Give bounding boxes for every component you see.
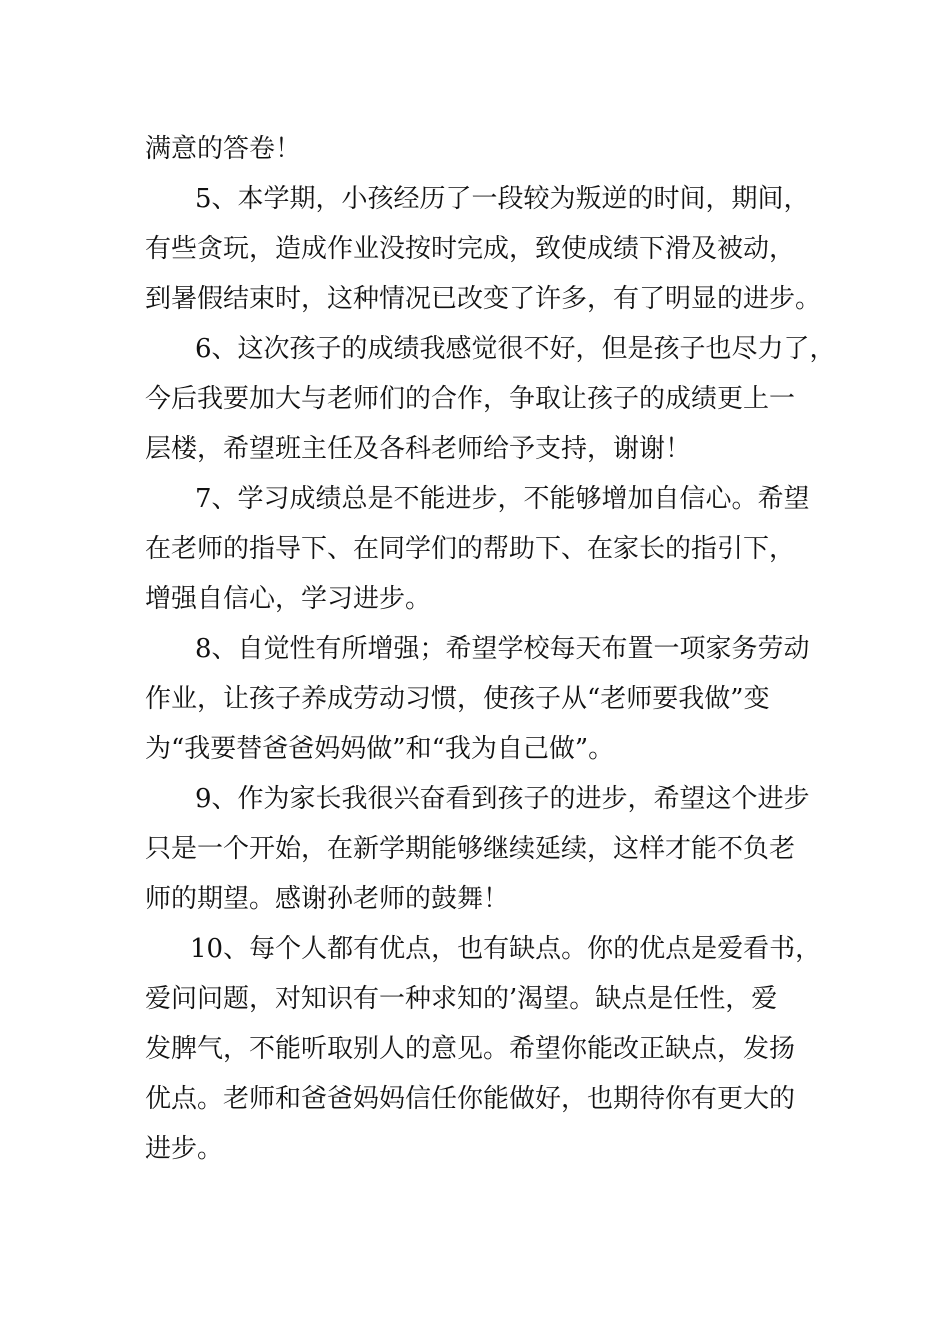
paragraph-9-line-3: 师的期望。感谢孙老师的鼓舞！ — [145, 884, 510, 914]
paragraph-5-line-1: 5、本学期，小孩经历了一段较为叛逆的时间，期间， — [195, 184, 810, 214]
paragraph-10-line-1: 10、每个人都有优点，也有缺点。你的优点是爱看书， — [190, 934, 822, 964]
paragraph-8-line-2: 作业，让孩子养成劳动习惯，使孩子从“老师要我做”变 — [145, 684, 770, 714]
paragraph-8-line-3: 为“我要替爸爸妈妈做”和“我为自己做”。 — [145, 734, 615, 764]
paragraph-10-line-3: 发脾气，不能听取别人的意见。希望你能改正缺点，发扬 — [145, 1034, 796, 1064]
paragraph-5-line-2: 有些贪玩，造成作业没按时完成，致使成绩下滑及被动， — [145, 234, 796, 264]
paragraph-7-line-2: 在老师的指导下、在同学们的帮助下、在家长的指引下， — [145, 534, 796, 564]
paragraph-9-line-2: 只是一个开始，在新学期能够继续延续，这样才能不负老 — [145, 834, 796, 864]
text-line: 满意的答卷！ — [145, 134, 302, 164]
paragraph-10-line-2: 爱问问题，对知识有一种求知的’渴望。缺点是任性，爱 — [145, 984, 778, 1014]
paragraph-7-line-1: 7、学习成绩总是不能进步，不能够增加自信心。希望 — [195, 484, 810, 514]
paragraph-7-line-3: 增强自信心，学习进步。 — [145, 584, 432, 614]
paragraph-5-line-3: 到暑假结束时，这种情况已改变了许多，有了明显的进步。 — [145, 284, 822, 314]
paragraph-6-line-1: 6、这次孩子的成绩我感觉很不好，但是孩子也尽力了， — [195, 334, 836, 364]
paragraph-10-line-4: 优点。老师和爸爸妈妈信任你能做好，也期待你有更大的 — [145, 1084, 796, 1114]
paragraph-6-line-3: 层楼，希望班主任及各科老师给予支持，谢谢！ — [145, 434, 692, 464]
paragraph-6-line-2: 今后我要加大与老师们的合作，争取让孩子的成绩更上一 — [145, 384, 796, 414]
paragraph-10-line-5: 进步。 — [145, 1134, 224, 1164]
paragraph-9-line-1: 9、作为家长我很兴奋看到孩子的进步，希望这个进步 — [195, 784, 810, 814]
paragraph-8-line-1: 8、自觉性有所增强；希望学校每天布置一项家务劳动 — [195, 634, 810, 664]
